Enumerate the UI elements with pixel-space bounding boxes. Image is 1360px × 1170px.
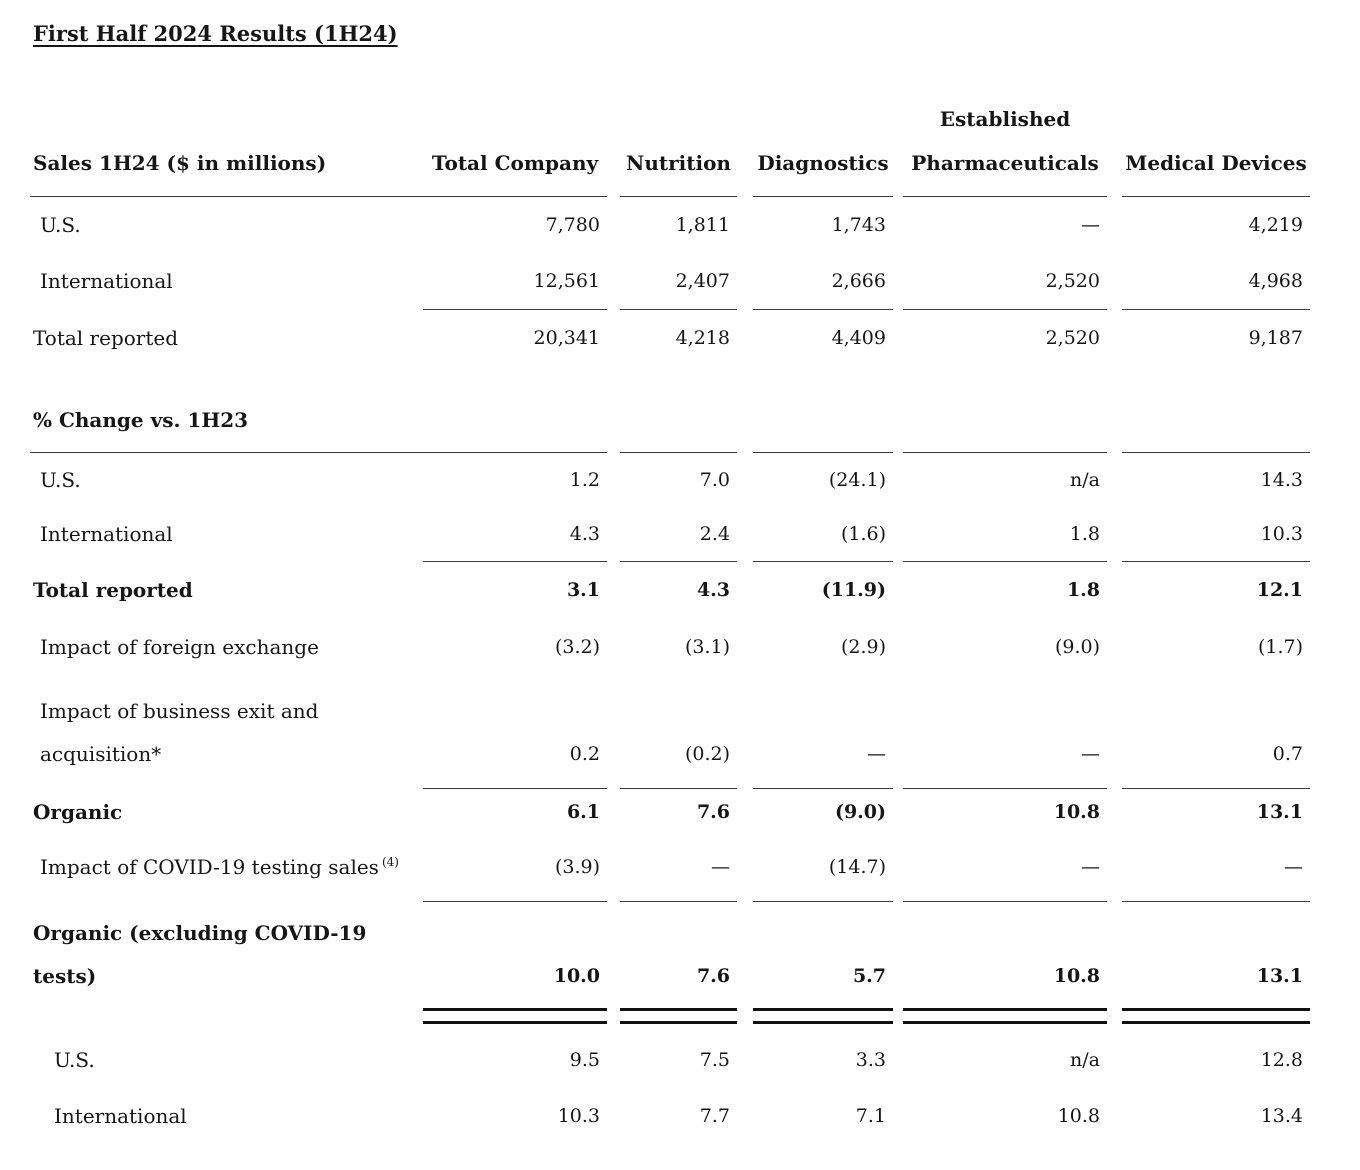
cell-medical-devices: 4,968: [1248, 270, 1303, 292]
cell-total-company: 10.0: [553, 965, 600, 987]
cell-diagnostics: 7.1: [855, 1105, 886, 1127]
cell-pharmaceuticals: 10.8: [1053, 801, 1100, 823]
cell-nutrition: (3.1): [684, 636, 730, 658]
rule-segment: [620, 901, 737, 902]
table-row-impact-foreign-exchange: [30, 618, 1310, 676]
results-table: [0, 20, 1310, 1144]
cell-pharmaceuticals: (9.0): [1054, 636, 1100, 658]
table-row-organic-excluding-covid: [30, 902, 1310, 1002]
table-row-organic-international: [30, 1088, 1310, 1144]
double-rule-segment: [903, 1008, 1107, 1024]
row-label-line-2: tests): [33, 964, 97, 988]
rule-segment: [620, 196, 737, 197]
cell-medical-devices: 12.1: [1256, 579, 1303, 601]
cell-pharmaceuticals: n/a: [1070, 469, 1100, 491]
cell-medical-devices: 14.3: [1260, 469, 1303, 491]
cell-nutrition: 7.7: [699, 1105, 730, 1127]
rule-segment: [30, 196, 607, 197]
column-group-header-established: Established: [939, 107, 1071, 131]
cell-total-company: 6.1: [566, 801, 600, 823]
rule-segment: [903, 452, 1107, 453]
column-header-medical-devices: Medical Devices: [1125, 151, 1307, 175]
cell-total-company: 9.5: [569, 1049, 600, 1071]
cell-nutrition: 4.3: [696, 579, 730, 601]
rule-segment: [903, 309, 1107, 310]
column-header-nutrition: Nutrition: [626, 151, 731, 175]
cell-nutrition: (0.2): [684, 743, 730, 765]
rule-segment: [753, 788, 893, 789]
cell-medical-devices: 12.8: [1260, 1049, 1303, 1071]
cell-total-company: (3.9): [554, 856, 600, 878]
row-label: [30, 690, 423, 776]
rule-segment: [620, 788, 737, 789]
rule-segment: [753, 309, 893, 310]
rule-segment: [1122, 901, 1310, 902]
page-title: First Half 2024 Results (1H24): [33, 21, 398, 46]
rule-segment: [620, 452, 737, 453]
cell-diagnostics: (11.9): [821, 579, 886, 601]
table-row-sales-total-reported: [30, 310, 1310, 366]
cell-total-company: 4.3: [569, 523, 600, 545]
row-label: Organic: [33, 799, 123, 824]
rule-segment: [1122, 452, 1310, 453]
cell-pharmaceuticals: 2,520: [1045, 327, 1100, 349]
row-label-line-2: acquisition*: [40, 742, 162, 766]
row-label: Total reported: [33, 577, 193, 602]
rule-segment: [423, 788, 607, 789]
cell-total-company: 0.2: [569, 743, 600, 765]
cell-total-company: 3.1: [566, 579, 600, 601]
table-row-pct-us: [30, 453, 1310, 507]
rule-segment: [753, 901, 893, 902]
row-label: International: [40, 268, 173, 293]
cell-total-company: 1.2: [569, 469, 600, 491]
rule-segment: [903, 561, 1107, 562]
row-label: Impact of foreign exchange: [40, 634, 319, 659]
cell-diagnostics: 4,409: [831, 327, 886, 349]
section-header-row: [30, 392, 1310, 448]
rule-segment: [903, 196, 1107, 197]
cell-pharmaceuticals: 10.8: [1057, 1105, 1100, 1127]
cell-nutrition: 7.0: [699, 469, 730, 491]
column-header-pharmaceuticals: Pharmaceuticals: [911, 151, 1099, 175]
cell-total-company: 10.3: [557, 1105, 600, 1127]
cell-medical-devices: 0.7: [1272, 743, 1303, 765]
cell-nutrition: —: [711, 856, 730, 878]
cell-nutrition: 7.6: [696, 801, 730, 823]
rule-segment: [620, 309, 737, 310]
cell-total-company: 20,341: [533, 327, 600, 349]
cell-nutrition: 7.6: [696, 965, 730, 987]
row-label: U.S.: [54, 1047, 95, 1072]
row-label: U.S.: [40, 467, 81, 492]
double-rule: [30, 1008, 1310, 1018]
cell-diagnostics: 5.7: [852, 965, 886, 987]
rule-segment: [423, 561, 607, 562]
column-group-row: [30, 106, 1310, 132]
rule-segment: [753, 561, 893, 562]
rule-segment: [1122, 788, 1310, 789]
row-label: [30, 855, 423, 880]
double-rule-segment: [620, 1008, 737, 1024]
cell-nutrition: 4,218: [675, 327, 730, 349]
table-row-impact-business-exit: [30, 676, 1310, 780]
cell-pharmaceuticals: —: [1081, 743, 1100, 765]
cell-nutrition: 2,407: [675, 270, 730, 292]
cell-diagnostics: (1.6): [840, 523, 886, 545]
cell-medical-devices: 13.4: [1260, 1105, 1303, 1127]
table-row-pct-total-reported: [30, 562, 1310, 618]
cell-nutrition: 1,811: [675, 214, 730, 236]
table-row-pct-international: [30, 507, 1310, 561]
rule-segment: [423, 309, 607, 310]
cell-total-company: 12,561: [533, 270, 600, 292]
section-header-sales: Sales 1H24 ($ in millions): [33, 151, 327, 175]
rule-segment: [903, 901, 1107, 902]
cell-medical-devices: 4,219: [1248, 214, 1303, 236]
cell-medical-devices: 10.3: [1260, 523, 1303, 545]
row-label: International: [40, 521, 173, 546]
rule-segment: [30, 452, 607, 453]
cell-pharmaceuticals: 2,520: [1045, 270, 1100, 292]
cell-medical-devices: 13.1: [1256, 801, 1303, 823]
row-label: International: [54, 1103, 187, 1128]
cell-pharmaceuticals: —: [1081, 214, 1100, 236]
table-row-organic: [30, 789, 1310, 835]
column-header-total-company: Total Company: [431, 151, 599, 175]
cell-nutrition: 2.4: [699, 523, 730, 545]
cell-pharmaceuticals: 10.8: [1053, 965, 1100, 987]
rule-segment: [753, 196, 893, 197]
column-header-diagnostics: Diagnostics: [757, 151, 889, 175]
table-row-impact-covid-testing: [30, 835, 1310, 899]
cell-diagnostics: (9.0): [834, 801, 886, 823]
cell-diagnostics: (24.1): [828, 469, 886, 491]
table-row-sales-international: [30, 253, 1310, 309]
rule-segment: [753, 452, 893, 453]
cell-nutrition: 7.5: [699, 1049, 730, 1071]
cell-medical-devices: —: [1284, 856, 1303, 878]
cell-pharmaceuticals: —: [1081, 856, 1100, 878]
table-row-organic-us: [30, 1032, 1310, 1088]
row-label-line-1: Organic (excluding COVID-19: [33, 921, 367, 945]
cell-diagnostics: 2,666: [831, 270, 886, 292]
rule-segment: [423, 901, 607, 902]
rule-segment: [1122, 309, 1310, 310]
table-header-row: [30, 142, 1310, 184]
row-label-line-1: Impact of business exit and: [40, 699, 319, 723]
row-label: [30, 912, 423, 998]
cell-medical-devices: (1.7): [1257, 636, 1303, 658]
rule-segment: [903, 788, 1107, 789]
rule-segment: [620, 561, 737, 562]
section-header-pct-change: % Change vs. 1H23: [33, 407, 249, 432]
footnote-ref: (4): [381, 854, 399, 869]
rule-segment: [1122, 561, 1310, 562]
cell-total-company: (3.2): [554, 636, 600, 658]
cell-diagnostics: 1,743: [831, 214, 886, 236]
row-label: Total reported: [33, 325, 179, 350]
cell-diagnostics: —: [867, 743, 886, 765]
double-rule-segment: [423, 1008, 607, 1024]
cell-medical-devices: 13.1: [1256, 965, 1303, 987]
double-rule-segment: [753, 1008, 893, 1024]
cell-diagnostics: (2.9): [840, 636, 886, 658]
cell-pharmaceuticals: 1.8: [1069, 523, 1100, 545]
table-row-sales-us: [30, 197, 1310, 253]
row-label: U.S.: [40, 212, 81, 237]
cell-diagnostics: (14.7): [828, 856, 886, 878]
cell-pharmaceuticals: 1.8: [1066, 579, 1100, 601]
row-label-text: Impact of COVID-19 testing sales: [40, 854, 379, 879]
cell-pharmaceuticals: n/a: [1070, 1049, 1100, 1071]
cell-medical-devices: 9,187: [1248, 327, 1303, 349]
cell-diagnostics: 3.3: [855, 1049, 886, 1071]
cell-total-company: 7,780: [545, 214, 600, 236]
rule-segment: [1122, 196, 1310, 197]
double-rule-segment: [1122, 1008, 1310, 1024]
